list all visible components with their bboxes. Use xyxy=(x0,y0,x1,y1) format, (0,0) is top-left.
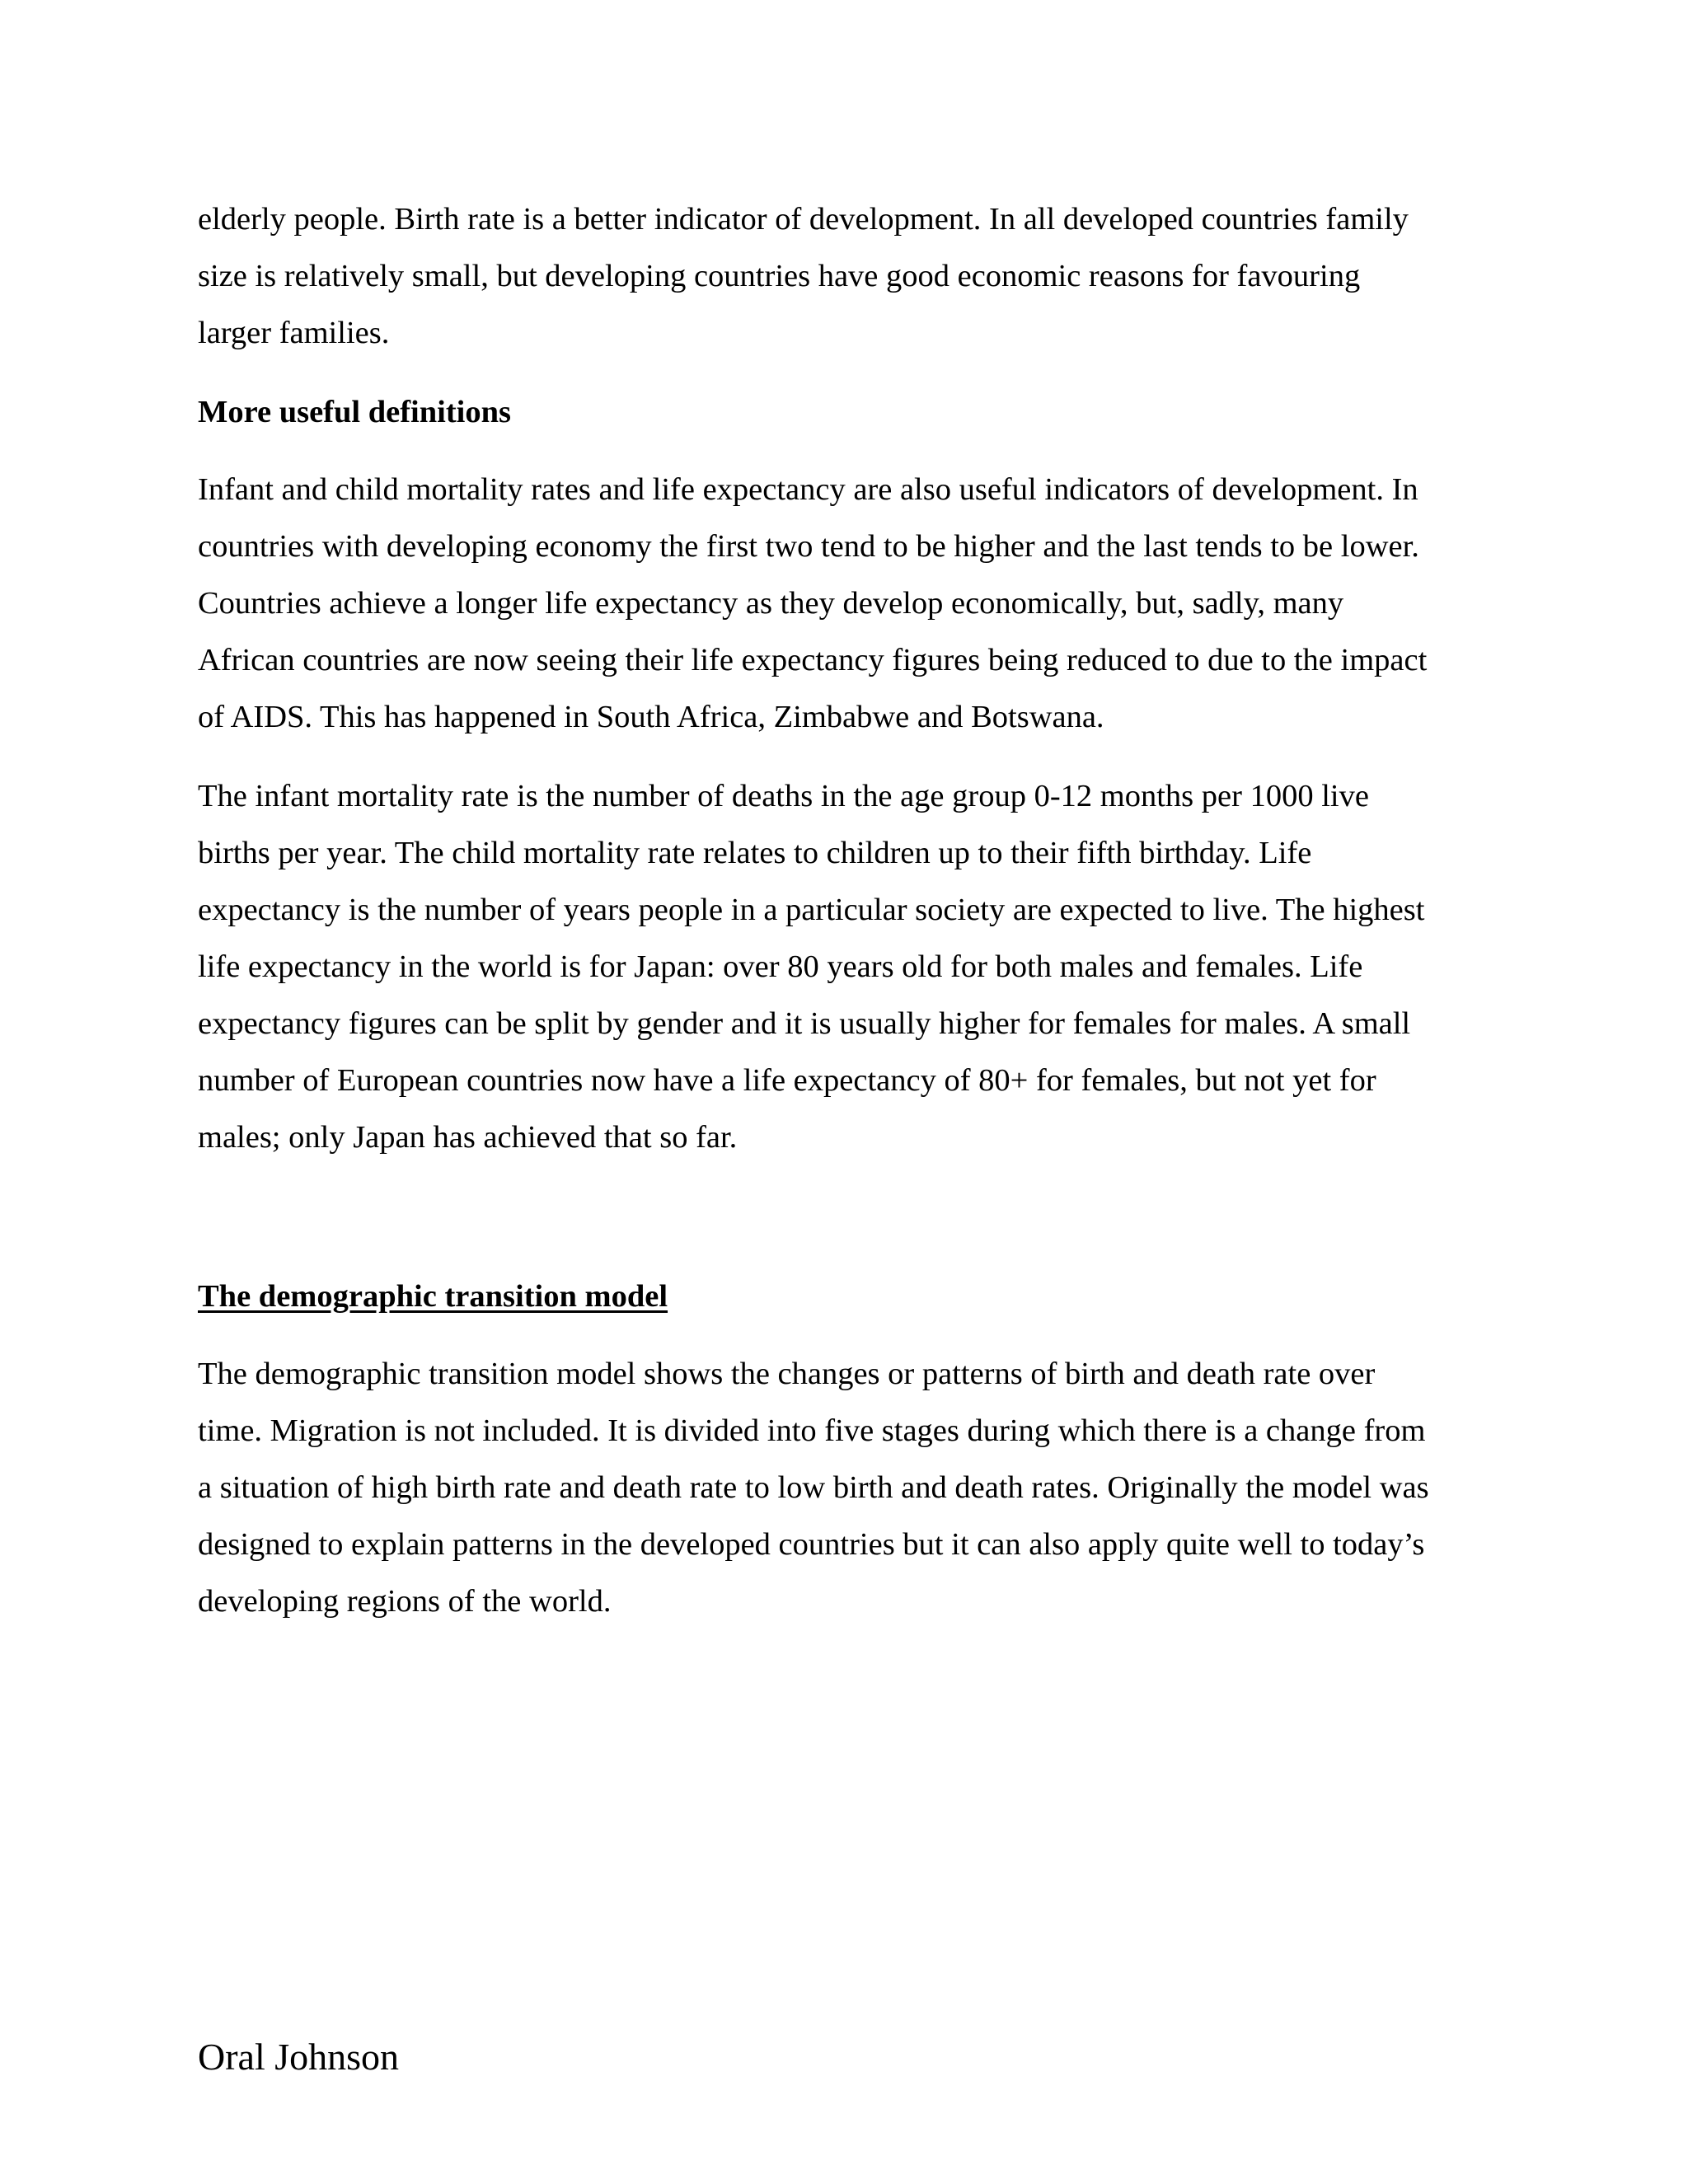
paragraph-demographic-transition: The demographic transition model shows the changes or patterns of birth and death rate over time. Migration is not included. It is divided into five stages during which there is a change from a situation of high birth rate and death rate to low birth and death rates. Originally the model was designed to explain patterns in the developed countries but it can also apply quite well to today’s developing regions of the world. xyxy=(198,1357,1429,1619)
footer-author-name: Oral Johnson xyxy=(198,2036,400,2078)
section-spacer xyxy=(198,1188,1492,1268)
paragraph-mortality-indicators: Infant and child mortality rates and life expectancy are also useful indicators of development. In countries with developing economy the first two tend to be higher and the last tends to be lower. Countries achieve a longer life expectancy as they develop economically, but, sadly, many African countries are now seeing their life expectancy figures being reduced to due to the impact of AIDS. This has happened in South Africa, Zimbabwe and Botswana. xyxy=(198,472,1428,734)
paragraph-birth-rate: elderly people. Birth rate is a better indicator of development. In all developed countries family size is relatively small, but developing countries have good economic reasons for favouring larger families. xyxy=(198,202,1409,350)
heading-more-useful-definitions: More useful definitions xyxy=(198,395,512,429)
page-content xyxy=(198,191,1492,1652)
paragraph-mortality-definitions: The infant mortality rate is the number of deaths in the age group 0-12 months per 1000 live births per year. The child mortality rate relates to children up to their fifth birthday. Life expectancy is the number of years people in a particular society are expected to live. The highest life expectancy in the world is for Japan: over 80 years old for both males and females. Life expectancy figures can be split by gender and it is usually higher for females for males. A small number of European countries now have a life expectancy of 80+ for females, but not yet for males; only Japan has achieved that so far. xyxy=(198,779,1425,1155)
heading-demographic-transition-model: The demographic transition model xyxy=(198,1279,668,1314)
